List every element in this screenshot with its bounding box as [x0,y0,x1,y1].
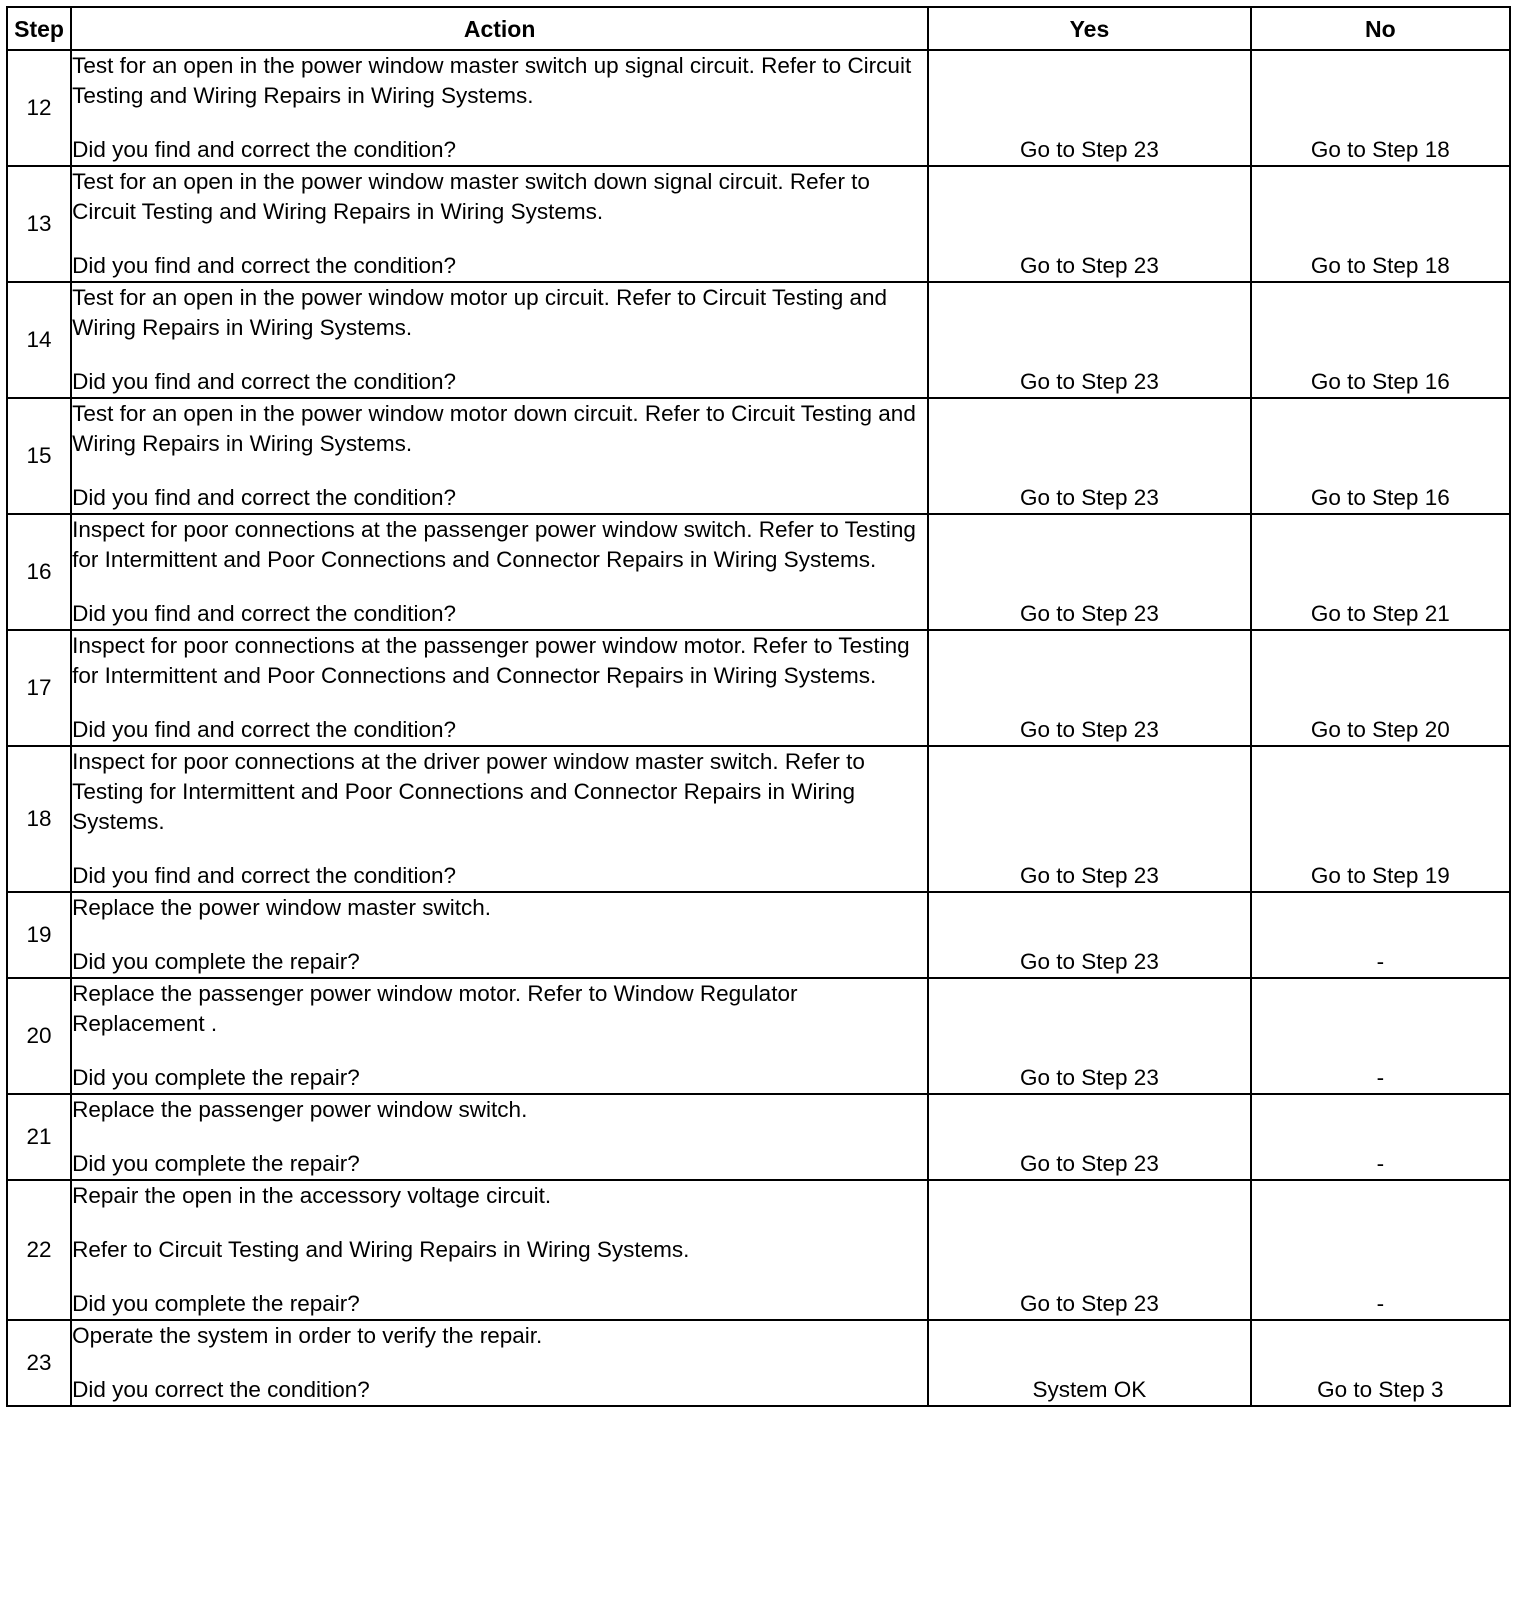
header-no: No [1251,7,1510,50]
action-question: Did you find and correct the condition? [72,717,457,742]
action-instruction: Test for an open in the power window master switch up signal circuit. Refer to Circuit Testing and Wiring Repairs in Wiring Systems. [72,53,912,108]
yes-result: Go to Step 23 [928,166,1250,282]
action-cell [71,746,928,892]
header-yes: Yes [928,7,1250,50]
table-row [7,1320,1510,1406]
step-number: 13 [7,166,71,282]
step-number: 17 [7,630,71,746]
action-instruction: Replace the passenger power window motor. Refer to Window Regulator Replacement . [72,981,798,1036]
no-result: Go to Step 21 [1251,514,1510,630]
header-step: Step [7,7,71,50]
table-row [7,1180,1510,1320]
step-number: 15 [7,398,71,514]
action-cell [71,166,928,282]
step-number: 18 [7,746,71,892]
yes-result: Go to Step 23 [928,746,1250,892]
step-number: 16 [7,514,71,630]
table-row [7,1094,1510,1180]
action-question: Did you find and correct the condition? [72,863,457,888]
yes-result: Go to Step 23 [928,1094,1250,1180]
diagnostic-table [6,6,1511,1407]
action-instruction: Inspect for poor connections at the passenger power window switch. Refer to Testing for Intermittent and Poor Connections and Connector Repairs in Wiring Systems. [72,517,916,572]
action-cell [71,398,928,514]
action-instruction: Refer to Circuit Testing and Wiring Repairs in Wiring Systems. [72,1237,690,1262]
action-cell [71,1320,928,1406]
action-cell [71,978,928,1094]
no-result: Go to Step 16 [1251,282,1510,398]
action-question: Did you complete the repair? [72,949,360,974]
action-question: Did you find and correct the condition? [72,369,457,394]
step-number: 20 [7,978,71,1094]
no-result: - [1251,1180,1510,1320]
step-number: 12 [7,50,71,166]
table-row [7,166,1510,282]
yes-result: Go to Step 23 [928,50,1250,166]
action-instruction: Test for an open in the power window motor down circuit. Refer to Circuit Testing and Wiring Repairs in Wiring Systems. [72,401,916,456]
step-number: 14 [7,282,71,398]
action-question: Did you complete the repair? [72,1291,360,1316]
action-cell [71,1094,928,1180]
action-question: Did you correct the condition? [72,1377,370,1402]
table-row [7,282,1510,398]
table-row [7,630,1510,746]
action-instruction: Operate the system in order to verify the repair. [72,1323,543,1348]
no-result: - [1251,978,1510,1094]
action-cell [71,630,928,746]
no-result: Go to Step 16 [1251,398,1510,514]
action-question: Did you find and correct the condition? [72,601,457,626]
action-instruction: Inspect for poor connections at the passenger power window motor. Refer to Testing for Intermittent and Poor Connections and Connector Repairs in Wiring Systems. [72,633,910,688]
no-result: - [1251,892,1510,978]
action-cell [71,514,928,630]
no-result: Go to Step 18 [1251,50,1510,166]
action-instruction: Repair the open in the accessory voltage circuit. [72,1183,552,1208]
action-cell [71,282,928,398]
yes-result: Go to Step 23 [928,1180,1250,1320]
action-cell [71,892,928,978]
table-row [7,398,1510,514]
action-instruction: Replace the passenger power window switch. [72,1097,528,1122]
action-question: Did you complete the repair? [72,1065,360,1090]
action-instruction: Replace the power window master switch. [72,895,492,920]
diagnostic-document [6,6,1511,1407]
no-result: Go to Step 3 [1251,1320,1510,1406]
yes-result: Go to Step 23 [928,892,1250,978]
step-number: 23 [7,1320,71,1406]
no-result: Go to Step 20 [1251,630,1510,746]
table-row [7,746,1510,892]
yes-result: System OK [928,1320,1250,1406]
yes-result: Go to Step 23 [928,398,1250,514]
yes-result: Go to Step 23 [928,514,1250,630]
action-cell [71,50,928,166]
action-instruction: Test for an open in the power window master switch down signal circuit. Refer to Circuit Testing and Wiring Repairs in Wiring Systems. [72,169,870,224]
table-row [7,978,1510,1094]
step-number: 19 [7,892,71,978]
step-number: 22 [7,1180,71,1320]
action-question: Did you find and correct the condition? [72,253,457,278]
yes-result: Go to Step 23 [928,630,1250,746]
no-result: Go to Step 18 [1251,166,1510,282]
table-row [7,892,1510,978]
no-result: - [1251,1094,1510,1180]
action-instruction: Inspect for poor connections at the driver power window master switch. Refer to Testing for Intermittent and Poor Connections and Connector Repairs in Wiring Systems. [72,749,865,834]
action-instruction: Test for an open in the power window motor up circuit. Refer to Circuit Testing and Wiring Repairs in Wiring Systems. [72,285,888,340]
table-row [7,50,1510,166]
action-question: Did you complete the repair? [72,1151,360,1176]
action-question: Did you find and correct the condition? [72,485,457,510]
table-body [7,50,1510,1406]
action-cell [71,1180,928,1320]
step-number: 21 [7,1094,71,1180]
yes-result: Go to Step 23 [928,282,1250,398]
yes-result: Go to Step 23 [928,978,1250,1094]
no-result: Go to Step 19 [1251,746,1510,892]
table-row [7,514,1510,630]
action-question: Did you find and correct the condition? [72,137,457,162]
header-action: Action [71,7,928,50]
table-header-row [7,7,1510,50]
